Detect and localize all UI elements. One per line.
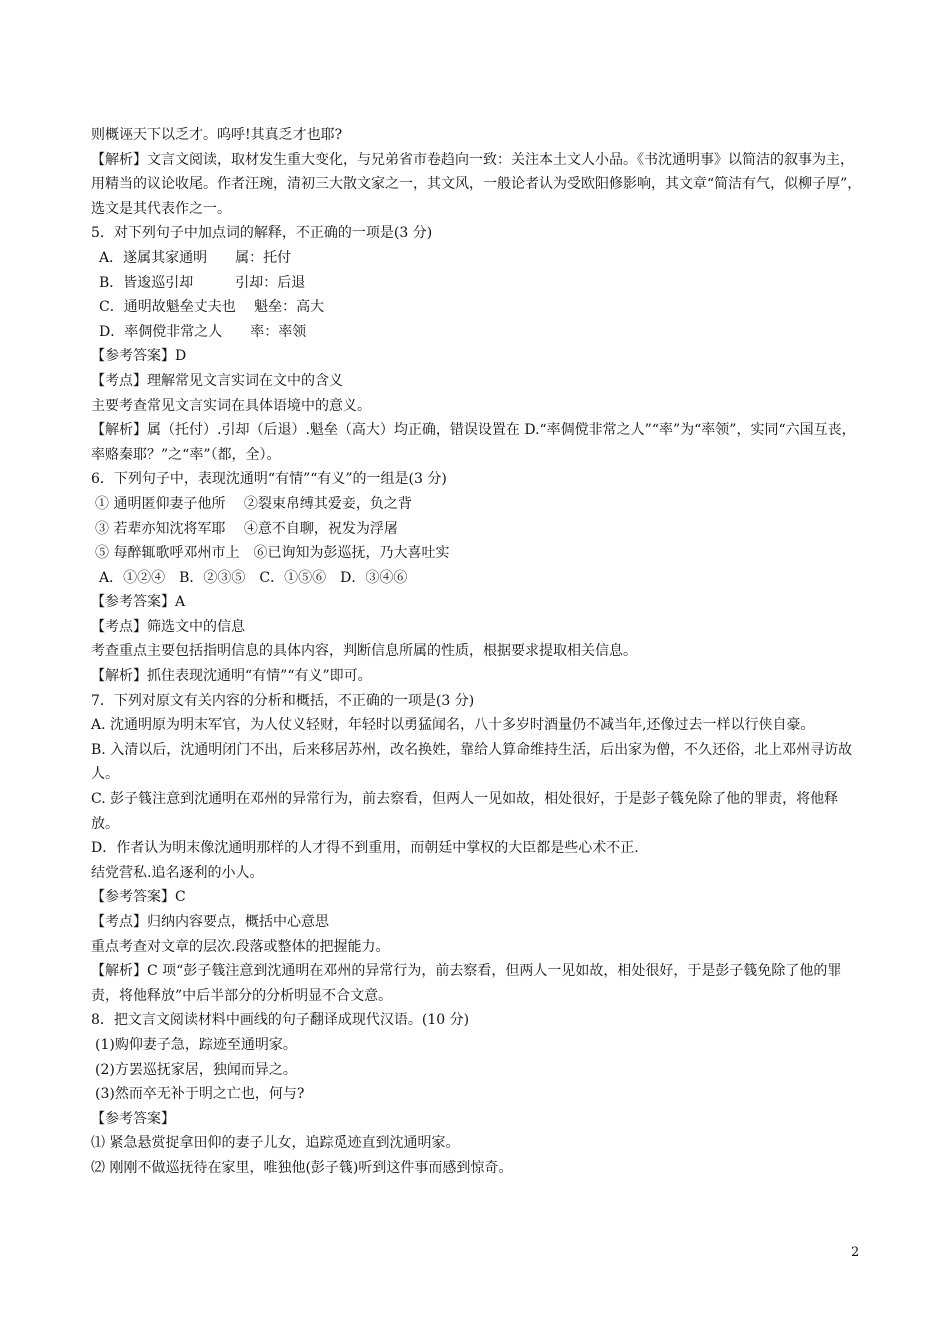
text-line: ⑵ 刚刚不做巡抚待在家里，唯独他(彭子篯)听到这件事而感到惊奇。	[91, 1159, 513, 1176]
text-line: C．通明故魁垒丈夫也 魁垒：高大	[99, 299, 325, 316]
text-line: 【考点】筛选文中的信息	[91, 618, 245, 635]
text-line: 【考点】理解常见文言实词在文中的含义	[91, 372, 343, 389]
text-line: A．遂属其家通明 属：托付	[99, 249, 292, 266]
text-line: B．皆逡巡引却 引却：后退	[99, 274, 306, 291]
text-line: 5．对下列句子中加点词的解释，不正确的一项是(3 分)	[91, 225, 433, 242]
text-line: 【解析】抓住表现沈通明“有情”“有义”即可。	[91, 668, 372, 685]
text-line: ① 通明匿仰妻子他所 ②裂束帛缚其爱妾，负之背	[95, 495, 412, 512]
text-line: ⑴ 紧急悬赏捉拿田仰的妻子儿女，追踪觅迹直到沈通明家。	[91, 1135, 460, 1152]
text-line: ⑤ 每醉辄歌呼邓州市上 ⑥已询知为彭巡抚，乃大喜吐实	[95, 545, 450, 562]
text-line: 主要考查常见文言实词在具体语境中的意义。	[91, 397, 371, 414]
text-line: A．①②④ B．②③⑤ C．①⑤⑥ D．③④⑥	[99, 569, 408, 586]
text-line: (1)购仰妻子急，踪迹至通明家。	[95, 1036, 297, 1053]
text-line: B. 入清以后，沈通明闭门不出，后来移居苏州，改名换姓，靠给人算命维持生活，后出家为僧，不久还俗，北上邓州寻访故人。	[91, 741, 853, 783]
page-number: 2	[851, 1245, 860, 1260]
text-line: 8．把文言文阅读材料中画线的句子翻译成现代汉语。(10 分)	[91, 1012, 470, 1029]
document-body	[91, 123, 863, 1181]
text-line: (3)然而卒无补于明之亡也，何与?	[95, 1086, 305, 1103]
text-line: ③ 若辈亦知沈将军耶 ④意不自聊，祝发为浮屠	[95, 520, 398, 537]
text-line: 【考点】归纳内容要点，概括中心意思	[91, 914, 329, 930]
text-line: 【参考答案】A	[91, 594, 186, 611]
text-line: (2)方罢巡抚家居，独闻而异之。	[95, 1061, 297, 1078]
text-line: 【解析】文言文阅读，取材发生重大变化，与兄弟省市卷趋向一致：关注本土文人小品。《书沈通明事》以简洁的叙事为主，用精当的议论收尾。作者汪琬，清初三大散文家之一，其文风，一般论者认为受欧阳修影响，其文章“简洁有气，似柳子厚”，选文是其代表作之一。	[91, 151, 862, 217]
text-line: 【参考答案】D	[91, 348, 187, 365]
text-line: 【解析】属（托付）.引却（后退）.魁垒（高大）均正确，错误设置在 D.“率倜傥非常之人”“率”为“率领”，实同“六国互丧，率赂秦耶？”之“率”（都，全）。	[91, 422, 856, 463]
text-line: C. 彭子篯注意到沈通明在邓州的异常行为，前去察看，但两人一见如故，相处很好，于是彭子篯免除了他的罪责，将他释放。	[91, 791, 839, 832]
text-line: 【参考答案】C	[91, 889, 186, 906]
text-line: 重点考查对文章的层次.段落或整体的把握能力。	[91, 938, 390, 955]
text-line: A. 沈通明原为明末军官，为人仗义轻财，年轻时以勇猛闻名，八十多岁时酒量仍不减当年,还像过去一样以行侠自豪。	[91, 717, 815, 734]
text-line: D．作者认为明末像沈通明那样的人才得不到重用，而朝廷中掌权的大臣都是些心术不正.	[91, 840, 639, 857]
text-line: 6．下列句子中，表现沈通明“有情”“有义”的一组是(3 分)	[91, 471, 447, 488]
text-line: 则概诬天下以乏才。呜呼!其真乏才也耶?	[91, 127, 343, 143]
text-line: 【参考答案】	[91, 1110, 175, 1127]
text-line: 7．下列对原文有关内容的分析和概括，不正确的一项是(3 分)	[91, 692, 475, 709]
text-line: 考查重点主要包括指明信息的具体内容，判断信息所属的性质，根据要求提取相关信息。	[91, 643, 637, 660]
text-line: D．率倜傥非常之人 率：率领	[99, 323, 307, 340]
text-line: 【解析】C 项“彭子篯注意到沈通明在邓州的异常行为，前去察看，但两人一见如故，相处很好，于是彭子篯免除了他的罪责，将他释放”中后半部分的分析明显不合文意。	[91, 963, 842, 1004]
text-line: 结党营私.追名逐利的小人。	[91, 864, 264, 881]
